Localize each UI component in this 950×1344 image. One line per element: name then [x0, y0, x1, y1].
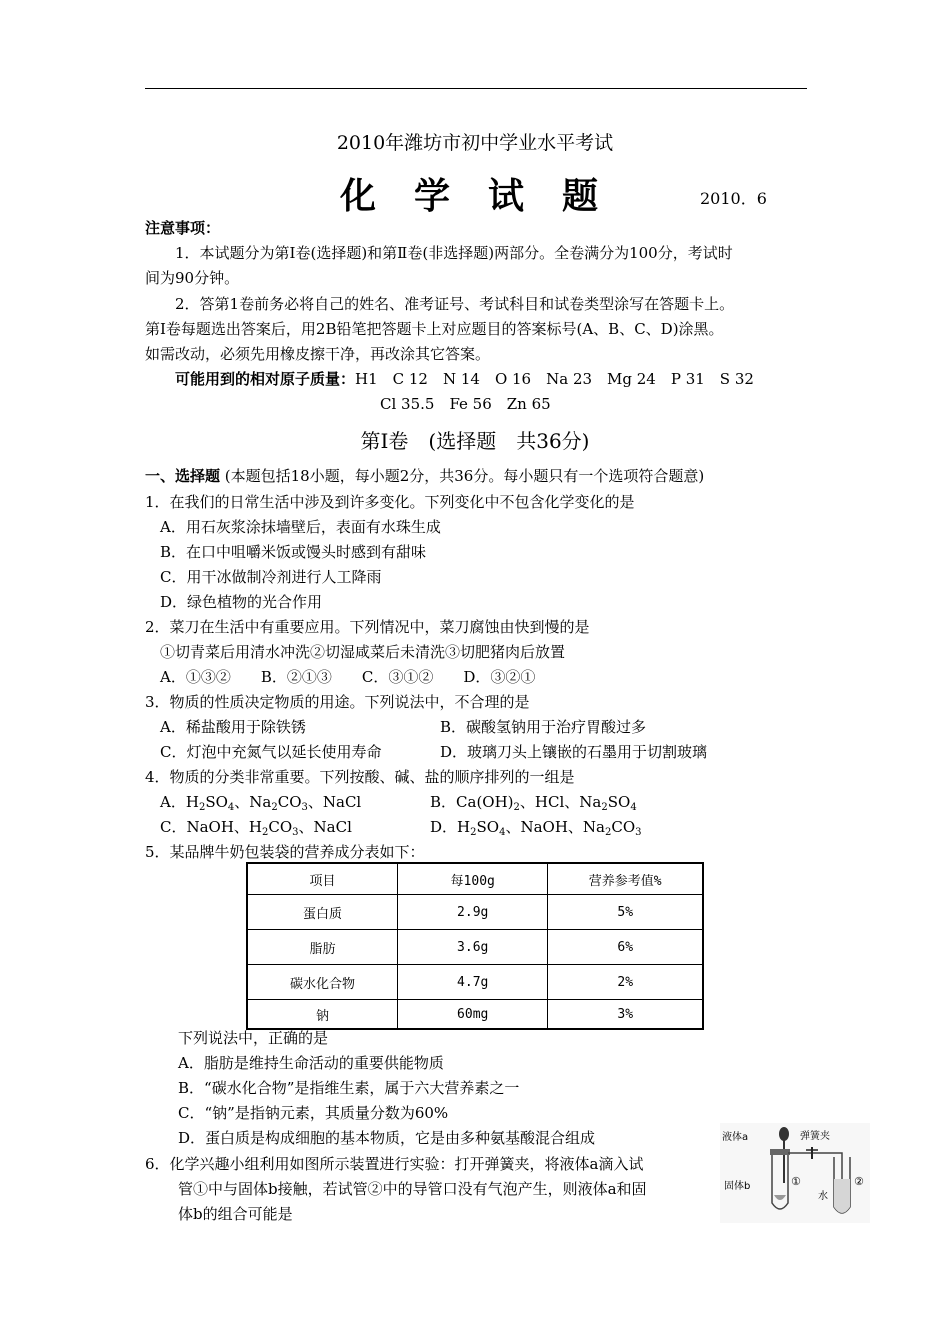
- formula-part: 、Na: [234, 793, 272, 811]
- formula-sub: 2: [262, 827, 269, 838]
- label-tube-1: ①: [791, 1175, 801, 1188]
- formula-part: 、NaCl: [298, 818, 352, 836]
- atomic-mass-line1: [175, 367, 754, 392]
- table-cell: 2%: [548, 965, 703, 1000]
- formula-sub: 2: [198, 802, 206, 813]
- q2-stem: 2．菜刀在生活中有重要应用。下列情况中，菜刀腐蚀由快到慢的是: [145, 618, 590, 636]
- table-cell: 脂肪: [247, 930, 397, 965]
- subject-title: 化学试题: [340, 176, 637, 217]
- q1-stem: 1．在我们的日常生活中涉及到许多变化。下列变化中不包含化学变化的是: [145, 493, 635, 511]
- table-row: [247, 1000, 703, 1030]
- notice-item1-line2: 间为90分钟。: [145, 269, 240, 287]
- table-cell: 钠: [247, 1000, 397, 1030]
- formula-part: H: [457, 818, 471, 836]
- q4-option-b: [430, 790, 637, 815]
- atomic-mass-label: 可能用到的相对原子质量：: [175, 370, 356, 388]
- formula-sub: 3: [292, 827, 299, 838]
- q4-a-prefix: A．: [160, 793, 186, 811]
- formula-sub: 2: [470, 827, 477, 838]
- q5-prompt: 下列说法中，正确的是: [178, 1029, 329, 1047]
- q4-option-c: [160, 815, 352, 840]
- q6-line3: 体b的组合可能是: [178, 1205, 293, 1223]
- formula-part: 、HCl、Na: [519, 793, 602, 811]
- atomic-mass-values: H1 C 12 N 14 O 16 Na 23 Mg 24 P 31 S 32: [355, 370, 754, 388]
- table-cell: 60mg: [397, 1000, 547, 1030]
- formula-part: SO: [476, 818, 500, 836]
- q5-option-a: A．脂肪是维持生命活动的重要供能物质: [178, 1054, 444, 1072]
- formula-sub: 2: [271, 802, 278, 813]
- section-title: 第Ⅰ卷 (选择题 共36分): [360, 429, 590, 453]
- formula-part: CO: [611, 818, 636, 836]
- apparatus-figure: [720, 1123, 870, 1223]
- formula-part: CO: [277, 793, 302, 811]
- part-heading: [145, 464, 704, 489]
- top-rule: [145, 88, 807, 89]
- formula-sub: 2: [601, 802, 608, 813]
- q3-option-a: A．稀盐酸用于除铁锈: [160, 718, 306, 736]
- table-header: 项目: [247, 863, 397, 895]
- exam-title: 2010年潍坊市初中学业水平考试: [336, 132, 614, 154]
- formula-part: CO: [268, 818, 293, 836]
- q4-b-prefix: B．: [430, 793, 457, 811]
- formula-part: SO: [607, 793, 631, 811]
- q1-option-a: A．用石灰浆涂抹墙壁后，表面有水珠生成: [160, 518, 441, 536]
- notice-item1-line1: 1．本试题分为第Ⅰ卷(选择题)和第Ⅱ卷(非选择题)两部分。全卷满分为100分，考试时: [175, 244, 733, 262]
- q1-option-b: B．在口中咀嚼米饭或馒头时感到有甜味: [160, 543, 427, 561]
- formula-sub: 3: [301, 802, 308, 813]
- q6-line1: 6．化学兴趣小组利用如图所示装置进行实验：打开弹簧夹，将液体a滴入试: [145, 1155, 644, 1173]
- table-cell: 碳水化合物: [247, 965, 397, 1000]
- table-cell: 5%: [548, 895, 703, 930]
- label-spring-clamp: 弹簧夹: [800, 1131, 830, 1142]
- formula-part: SO: [205, 793, 228, 811]
- dropper-bulb-icon: [779, 1127, 789, 1141]
- formula-sub: 4: [227, 802, 235, 813]
- nutrition-table: [246, 862, 704, 1030]
- q4-c-prefix: C．: [160, 818, 187, 836]
- q6-line2: 管①中与固体b接触，若试管②中的导管口没有气泡产生，则液体a和固: [178, 1180, 647, 1198]
- table-header: 营养参考值%: [548, 863, 703, 895]
- table-cell: 2.9g: [397, 895, 547, 930]
- notice-item2-line2: 第Ⅰ卷每题选出答案后，用2B铅笔把答题卡上对应题目的答案标号(A、B、C、D)涂黑。: [145, 320, 724, 338]
- q2-sub: ①切青菜后用清水冲洗②切湿咸菜后未清洗③切肥猪肉后放置: [160, 643, 566, 661]
- q5-stem: 5．某品牌牛奶包装袋的营养成分表如下：: [145, 843, 425, 861]
- part-label: 一、选择题: [145, 467, 221, 485]
- part-description: (本题包括18小题，每小题2分，共36分。每小题只有一个选项符合题意): [220, 467, 705, 485]
- formula-part: 、NaOH、Na: [505, 818, 605, 836]
- formula-sub: 4: [630, 802, 637, 813]
- table-row: [247, 930, 703, 965]
- formula-sub: 3: [635, 827, 642, 838]
- formula-sub: 2: [513, 802, 520, 813]
- table-cell: 蛋白质: [247, 895, 397, 930]
- notice-item2-line3: 如需改动，必须先用橡皮擦干净，再改涂其它答案。: [145, 345, 491, 363]
- q2-options: A．①③② B．②①③ C．③①② D．③②①: [160, 668, 536, 686]
- notice-heading: 注意事项：: [145, 219, 221, 237]
- q1-option-c: C．用干冰做制冷剂进行人工降雨: [160, 568, 382, 586]
- q4-d-prefix: D．: [430, 818, 458, 836]
- q4-option-a: [160, 790, 361, 815]
- table-row: [247, 965, 703, 1000]
- notice-item2-line1: 2．答第1卷前务必将自己的姓名、准考证号、考试科目和试卷类型涂写在答题卡上。: [175, 295, 735, 313]
- q3-option-c: C．灯泡中充氮气以延长使用寿命: [160, 743, 382, 761]
- table-cell: 3.6g: [397, 930, 547, 965]
- atomic-mass-line2: Cl 35.5 Fe 56 Zn 65: [380, 395, 551, 413]
- table-cell: 3%: [548, 1000, 703, 1030]
- q3-option-d: D．玻璃刀头上镶嵌的石墨用于切割玻璃: [440, 743, 708, 761]
- q5-option-c: C．“钠”是指钠元素，其质量分数为60%: [178, 1104, 449, 1122]
- stopper-icon: [770, 1149, 790, 1155]
- table-header: 每100g: [397, 863, 547, 895]
- formula-sub: 4: [499, 827, 506, 838]
- q1-option-d: D．绿色植物的光合作用: [160, 593, 323, 611]
- label-liquid-a: 液体a: [722, 1132, 749, 1143]
- q5-option-d: D．蛋白质是构成细胞的基本物质，它是由多种氨基酸混合组成: [178, 1129, 596, 1147]
- formula-part: Ca(OH): [456, 793, 514, 811]
- label-tube-2: ②: [854, 1175, 864, 1188]
- label-water: 水: [818, 1191, 828, 1202]
- formula-sub: 2: [604, 827, 612, 838]
- q3-stem: 3．物质的性质决定物质的用途。下列说法中，不合理的是: [145, 693, 530, 711]
- water-icon: [834, 1179, 850, 1213]
- table-cell: 6%: [548, 930, 703, 965]
- formula-part: 、NaCl: [307, 793, 362, 811]
- table-row: [247, 895, 703, 930]
- exam-date: 2010．6: [700, 189, 767, 208]
- table-header-row: [247, 863, 703, 895]
- q4-stem: 4．物质的分类非常重要。下列按酸、碱、盐的顺序排列的一组是: [145, 768, 575, 786]
- formula-part: NaOH、H: [186, 818, 263, 836]
- q4-option-d: [430, 815, 642, 840]
- label-solid-b: 固体b: [724, 1181, 751, 1192]
- formula-part: H: [185, 793, 199, 811]
- q5-option-b: B．“碳水化合物”是指维生素，属于六大营养素之一: [178, 1079, 520, 1097]
- q3-option-b: B．碳酸氢钠用于治疗胃酸过多: [440, 718, 647, 736]
- table-cell: 4.7g: [397, 965, 547, 1000]
